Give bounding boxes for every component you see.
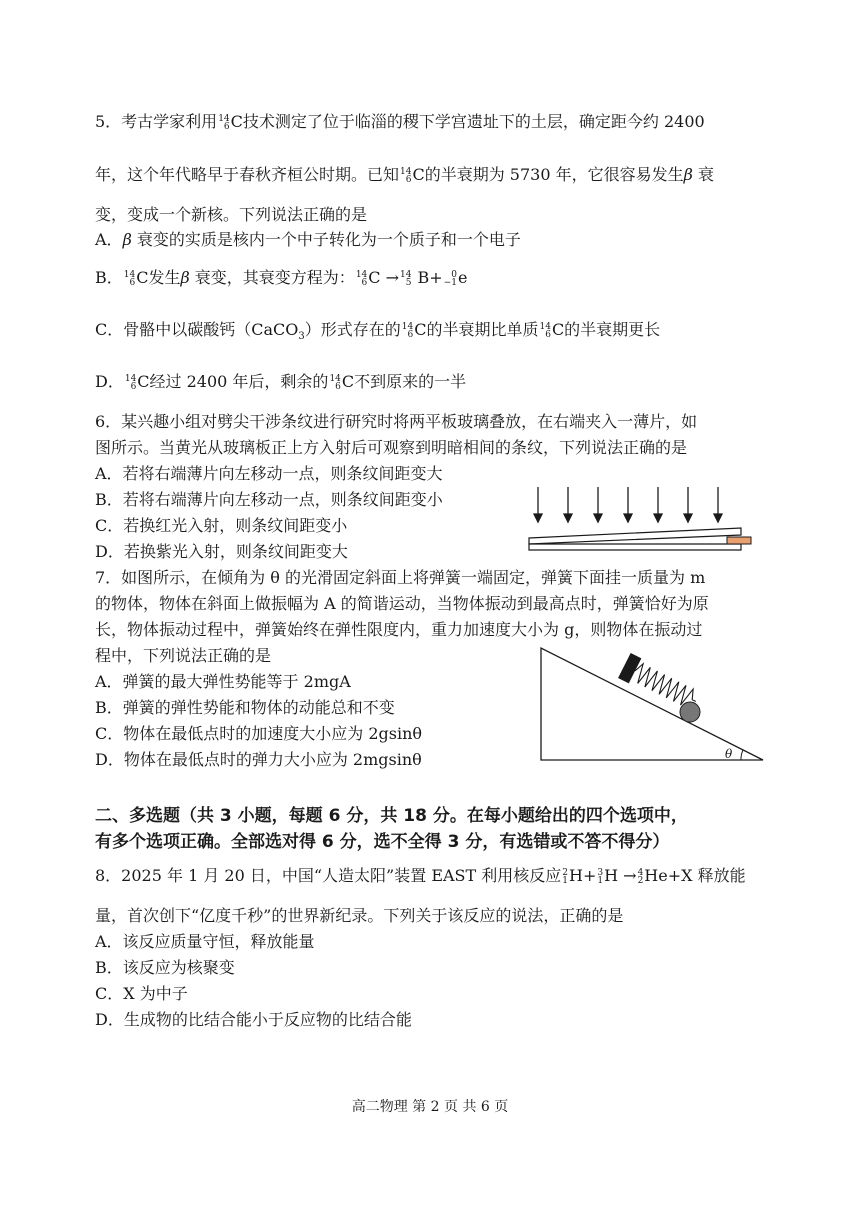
incident-light-arrows <box>534 487 722 522</box>
q6-option-d: D．若换紫光入射，则条纹间距变大 <box>95 542 348 561</box>
mass: 4 <box>637 867 644 878</box>
text: ）形式存在的 <box>304 320 401 339</box>
text: He+X 释放能 <box>644 866 746 885</box>
q5-option-c <box>95 320 660 347</box>
text: 年，这个年代略早于春秋齐桓公时期。已知 <box>95 165 400 184</box>
q8-option-b: B．该反应为核聚变 <box>95 958 235 977</box>
charge: 6 <box>130 381 137 392</box>
q7-option-c: C．物体在最低点时的加速度大小应为 2gsinθ <box>95 724 423 743</box>
mass: 14 <box>400 269 412 280</box>
text: C的半衰期比单质 <box>414 320 539 339</box>
isotope-c14 <box>124 271 135 287</box>
isotope-h3 <box>597 869 603 885</box>
q6-line2: 图所示。当黄光从玻璃板正上方入射后可观察到明暗相间的条纹，下列说法正确的是 <box>95 438 688 457</box>
charge: 6 <box>545 329 551 340</box>
isotope-c14 <box>125 375 136 391</box>
q6-line1: 6．某兴趣小组对劈尖干涉条纹进行研究时将两平板玻璃叠放，在右端夹入一薄片，如 <box>95 412 698 431</box>
text: 衰变，其衰变方程为： <box>189 268 355 287</box>
q5-line2 <box>95 165 714 185</box>
text: C．骨骼中以碳酸钙（CaCO <box>95 320 299 339</box>
isotope-c14 <box>402 323 413 339</box>
q7-option-d: D．物体在最低点时的弹力大小应为 2mgsinθ <box>95 750 422 769</box>
text: C经过 2400 年后，剩余的 <box>137 372 329 391</box>
mass: 14 <box>539 321 551 332</box>
text: C → <box>368 268 399 287</box>
charge: 6 <box>129 277 136 288</box>
text: e <box>457 268 468 287</box>
charge: 6 <box>361 277 368 288</box>
q5-option-d <box>95 372 466 392</box>
bottom-glass-plate <box>529 544 741 550</box>
isotope-h2 <box>562 869 568 885</box>
mass: 14 <box>124 373 137 384</box>
wedge-interference-figure <box>525 482 760 562</box>
q7-line3: 长，物体振动过程中，弹簧始终在弹性限度内，重力加速度大小为 g，则物体在振动过 <box>95 620 703 639</box>
text: 8．2025 年 1 月 20 日，中国“人造太阳”装置 EAST 利用核反应 <box>95 866 562 885</box>
isotope-c14 <box>400 168 411 184</box>
electron-symbol <box>444 271 457 287</box>
text: C技术测定了位于临淄的稷下学宫遗址下的土层，确定距今约 2400 <box>230 112 705 131</box>
mass: 14 <box>123 269 136 280</box>
charge: 6 <box>405 174 412 185</box>
mass: 14 <box>329 373 341 384</box>
beta-symbol: β <box>180 268 190 287</box>
label: B． <box>95 268 123 287</box>
mass: 14 <box>218 113 230 124</box>
angle-arc <box>741 750 743 760</box>
q8-option-a: A．该反应质量守恒，释放能量 <box>95 932 315 951</box>
q6-option-c: C．若换红光入射，则条纹间距变小 <box>95 516 348 535</box>
text: 衰 <box>692 165 714 184</box>
isotope-c14 <box>539 323 550 339</box>
mass: 0 <box>451 269 457 280</box>
charge: −1 <box>443 277 457 288</box>
beta-symbol: β <box>683 165 693 184</box>
text: C的半衰期更长 <box>551 320 661 339</box>
isotope-c14 <box>218 115 229 131</box>
mass-ball <box>680 702 700 722</box>
q7-option-a: A．弹簧的最大弹性势能等于 2mgA <box>95 672 351 691</box>
label: D． <box>95 372 124 391</box>
q5-option-b <box>95 268 467 288</box>
text: H+ <box>569 866 597 885</box>
charge: 1 <box>597 875 604 886</box>
top-glass-plate <box>529 528 741 544</box>
isotope-c14 <box>329 375 340 391</box>
q5-line3: 变，变成一个新核。下列说法正确的是 <box>95 205 368 224</box>
q7-option-b: B．弹簧的弹性势能和物体的动能总和不变 <box>95 698 395 717</box>
q8-option-c: C．X 为中子 <box>95 984 188 1003</box>
mass: 2 <box>562 867 569 878</box>
q8-line2: 量，首次创下“亿度千秒”的世界新纪录。下列关于该反应的说法，正确的是 <box>95 906 624 925</box>
beta-symbol: β <box>122 230 132 249</box>
charge: 1 <box>562 875 569 886</box>
q6-option-b: B．若将右端薄片向左移动一点，则条纹间距变小 <box>95 490 443 509</box>
mass: 14 <box>400 166 412 177</box>
label: A． <box>95 230 123 249</box>
q7-line4: 程中，下列说法正确的是 <box>95 646 272 665</box>
charge: 6 <box>407 329 414 340</box>
q7-line1: 7．如图所示，在倾角为 θ 的光滑固定斜面上将弹簧一端固定，弹簧下面挂一质量为 m <box>95 568 706 587</box>
q6-option-a: A．若将右端薄片向左移动一点，则条纹间距变大 <box>95 464 443 483</box>
mass: 14 <box>401 321 414 332</box>
q5-option-a <box>95 230 521 250</box>
thin-sheet <box>727 537 751 544</box>
q7-line2: 的物体，物体在斜面上做振幅为 A 的简谐运动，当物体振动到最高点时，弹簧恰好为原 <box>95 594 709 613</box>
subscript: 3 <box>298 331 305 343</box>
text: C不到原来的一半 <box>341 372 467 391</box>
section2-line1: 二、多选题（共 3 小题，每题 6 分，共 18 分。在每小题给出的四个选项中， <box>95 806 688 826</box>
isotope-c14 <box>356 271 367 287</box>
mass: 3 <box>597 867 604 878</box>
text: C的半衰期为 5730 年，它很容易发生 <box>412 165 684 184</box>
mass: 14 <box>355 269 368 280</box>
isotope-b14 <box>400 271 411 287</box>
charge: 6 <box>335 381 341 392</box>
incline <box>541 648 763 760</box>
section2-line2: 有多个选项正确。全部选对得 6 分，选不全得 3 分，有选错或不答不得分） <box>95 832 670 852</box>
theta-label: θ <box>725 747 733 761</box>
q8-line1 <box>95 866 746 886</box>
incline-spring-figure <box>535 644 770 766</box>
charge: 5 <box>405 277 412 288</box>
text: 5．考古学家利用 <box>95 112 218 131</box>
text: H → <box>604 866 637 885</box>
q8-option-d: D．生成物的比结合能小于反应物的比结合能 <box>95 1010 412 1029</box>
text: 衰变的实质是核内一个中子转化为一个质子和一个电子 <box>131 230 521 249</box>
isotope-he4 <box>638 869 644 885</box>
text: C发生 <box>136 268 181 287</box>
text: B+ <box>412 268 443 287</box>
page-footer: 高二物理 第 2 页 共 6 页 <box>351 1099 509 1115</box>
charge: 6 <box>223 121 230 132</box>
charge: 2 <box>637 875 644 886</box>
q5-line1 <box>95 112 705 132</box>
